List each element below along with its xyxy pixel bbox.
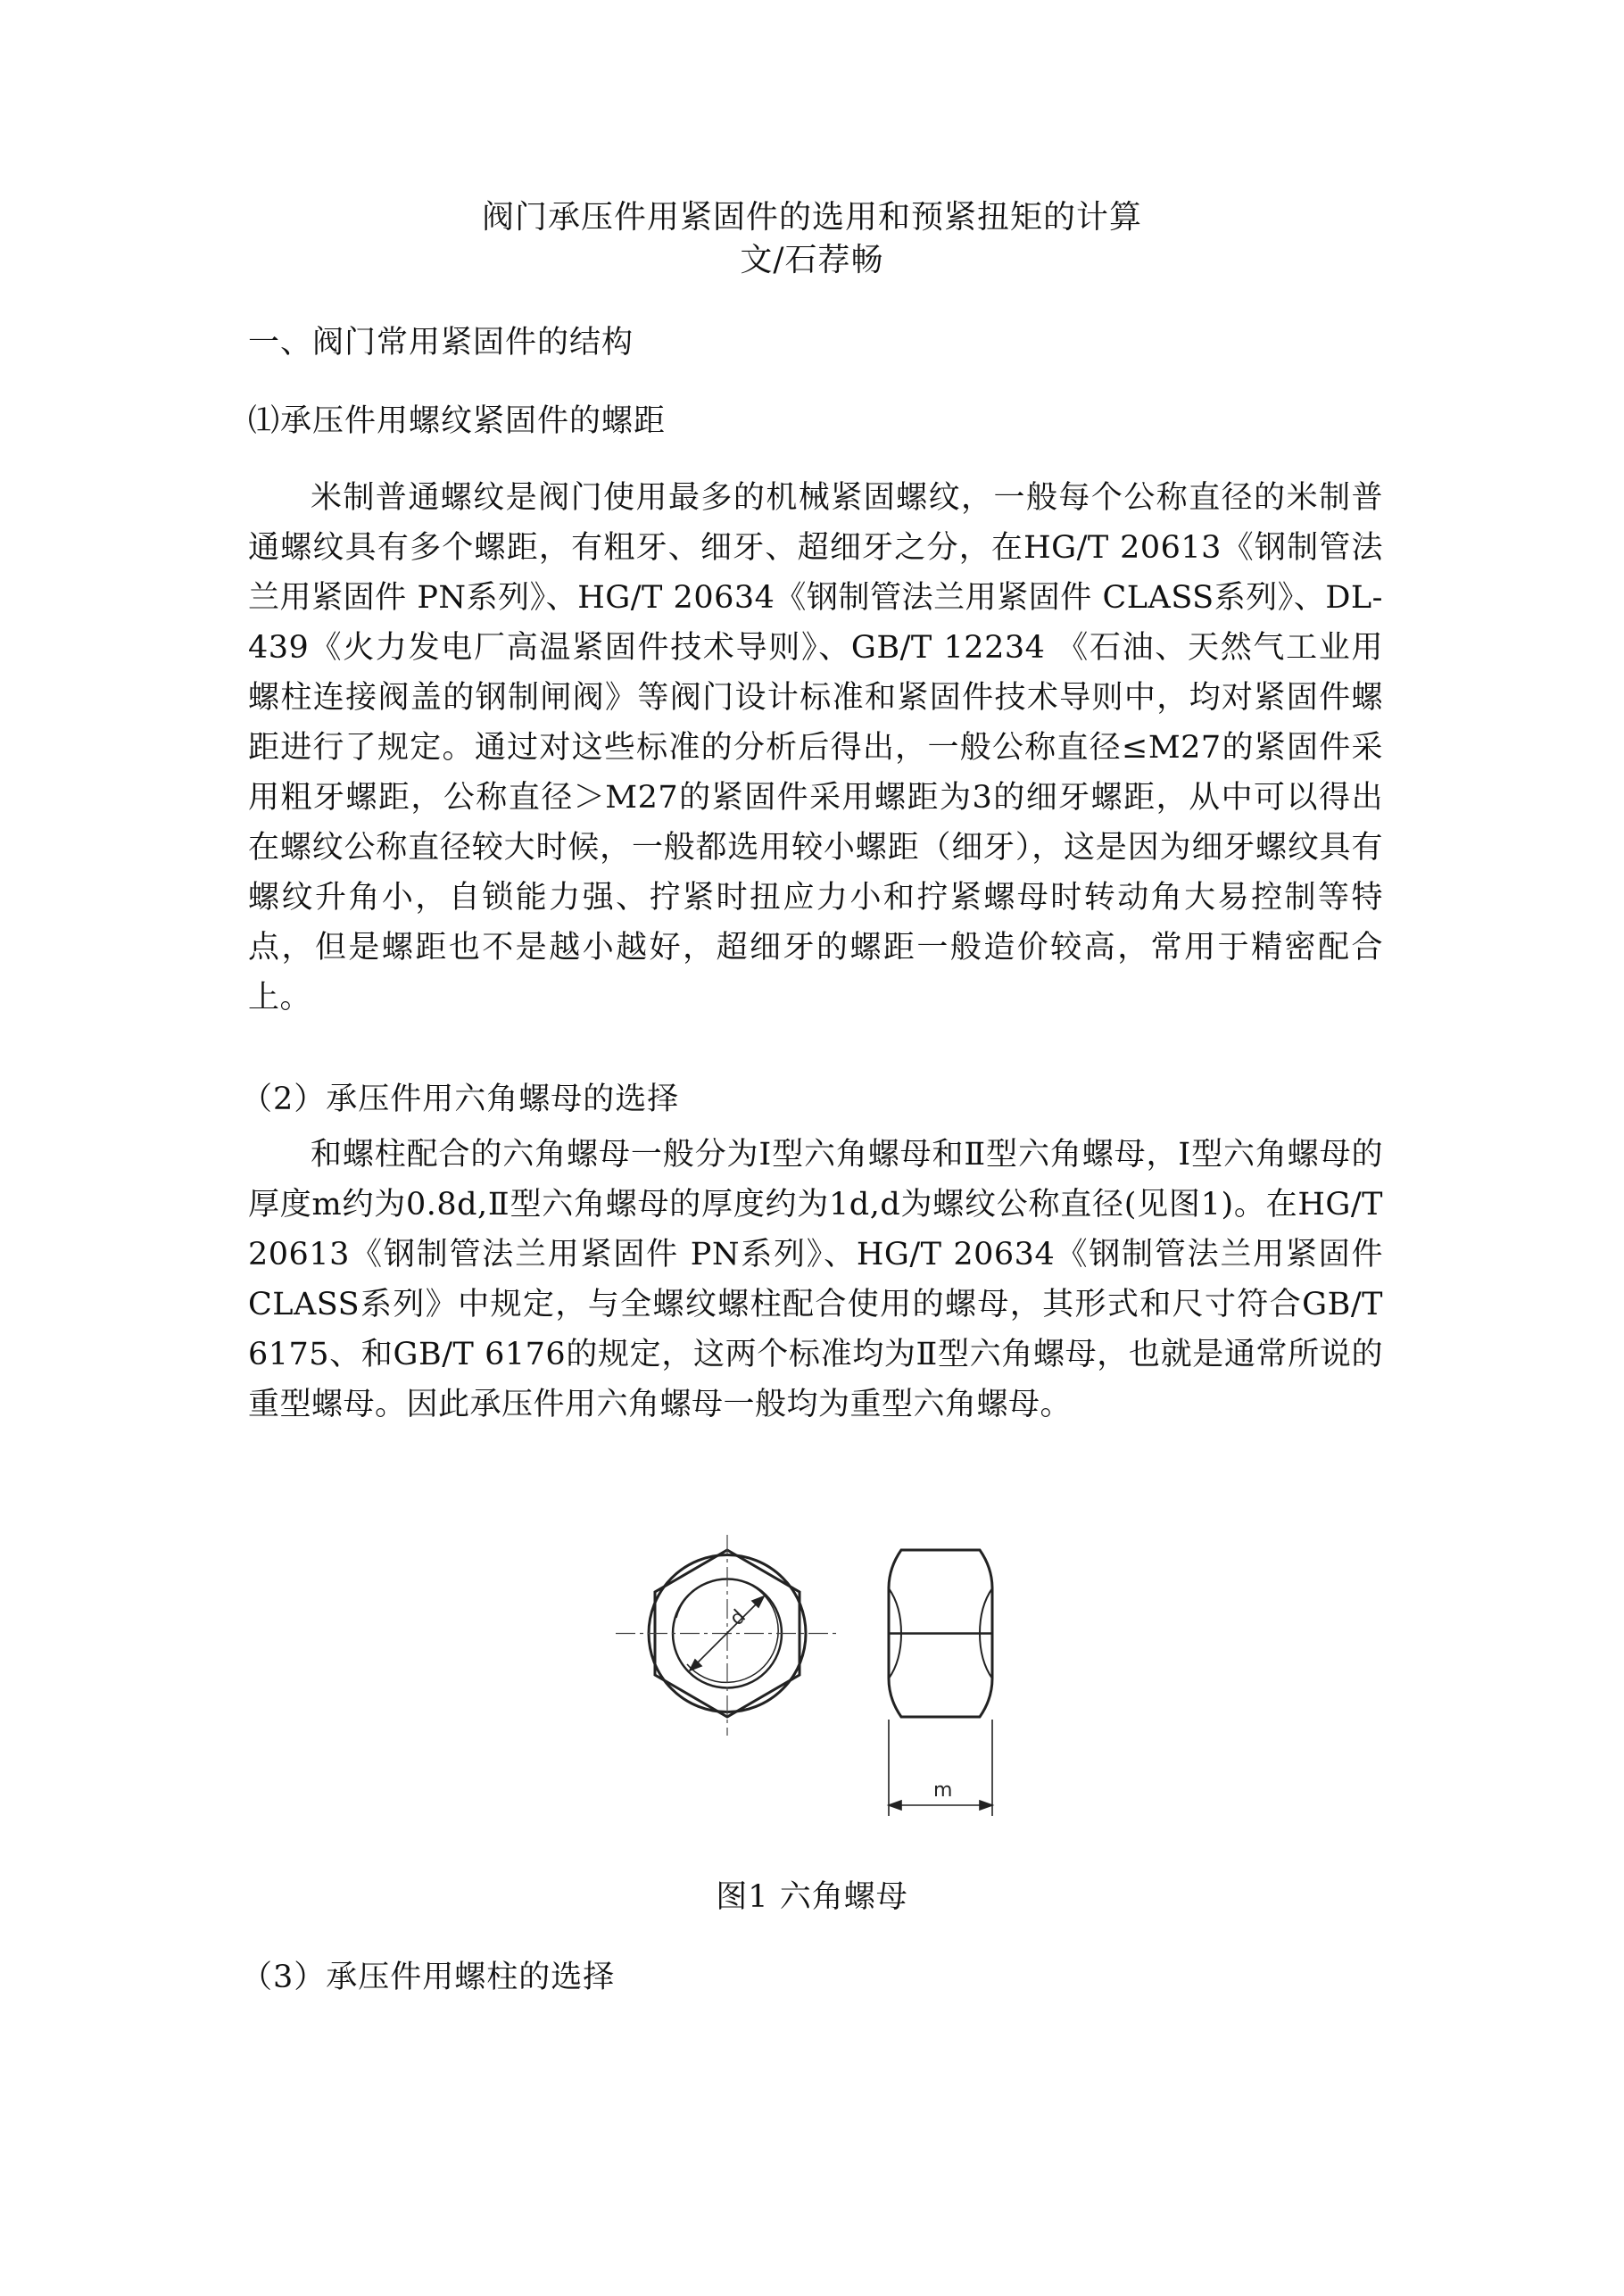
subsection-heading-hex-nut: （2）承压件用六角螺母的选择 — [241, 1082, 680, 1117]
diameter-label: d — [725, 1605, 750, 1631]
hex-nut-figure — [571, 1521, 1053, 1829]
figure-caption: 图1 六角螺母 — [716, 1879, 908, 1915]
section-heading: 一、阀门常用紧固件的结构 — [248, 325, 634, 361]
paragraph-hex-nut: 和螺柱配合的六角螺母一般分为Ⅰ型六角螺母和Ⅱ型六角螺母，Ⅰ型六角螺母的厚度m约为0.8d,Ⅱ型六角螺母的厚度约为1d,d为螺纹公称直径(见图1)。在HG/T 20613《钢制管法兰用紧固件 PN系列》、HG/T 20634《钢制管法兰用紧固件 CLASS系列》中规定，与全螺纹螺柱配合使用的螺母，其形式和尺寸符合GB/T 6175、和GB/T 6176的规定，这两个标准均为Ⅱ型六角螺母，也就是通常所说的重型螺母。因此承压件用六角螺母一般均为重型六角螺母。 — [248, 1137, 1383, 1422]
thickness-label: m — [933, 1779, 953, 1802]
paragraph-thread-pitch: 米制普通螺纹是阀门使用最多的机械紧固螺纹，一般每个公称直径的米制普通螺纹具有多个螺距，有粗牙、细牙、超细牙之分，在HG/T 20613《钢制管法兰用紧固件 PN系列》、HG/T 20634《钢制管法兰用紧固件 CLASS系列》、DL-439《火力发电厂高温紧固件技术导则》、GB/T 12234 《石油、天然气工业用螺柱连接阀盖的钢制闸阀》等阀门设计标准和紧固件技术导则中，均对紧固件螺距进行了规定。通过对这些标准的分析后得出，一般公称直径≤M27的紧固件采用粗牙螺距，公称直径＞M27的紧固件采用螺距为3的细牙螺距，从中可以得出在螺纹公称直径较大时候，一般都选用较小螺距（细牙），这是因为细牙螺纹具有螺纹升角小，自锁能力强、拧紧时扭应力小和拧紧螺母时转动角大易控制等特点，但是螺距也不是越小越好，超细牙的螺距一般造价较高，常用于精密配合上。 — [248, 480, 1383, 1015]
document-author: 文/石荐畅 — [740, 242, 884, 278]
hex-nut-side-view — [889, 1550, 992, 1717]
document-title: 阀门承压件用紧固件的选用和预紧扭矩的计算 — [481, 199, 1142, 236]
subsection-heading-stud: （3）承压件用螺柱的选择 — [241, 1960, 616, 1995]
subsection-heading-pitch: ⑴承压件用螺纹紧固件的螺距 — [248, 403, 667, 439]
